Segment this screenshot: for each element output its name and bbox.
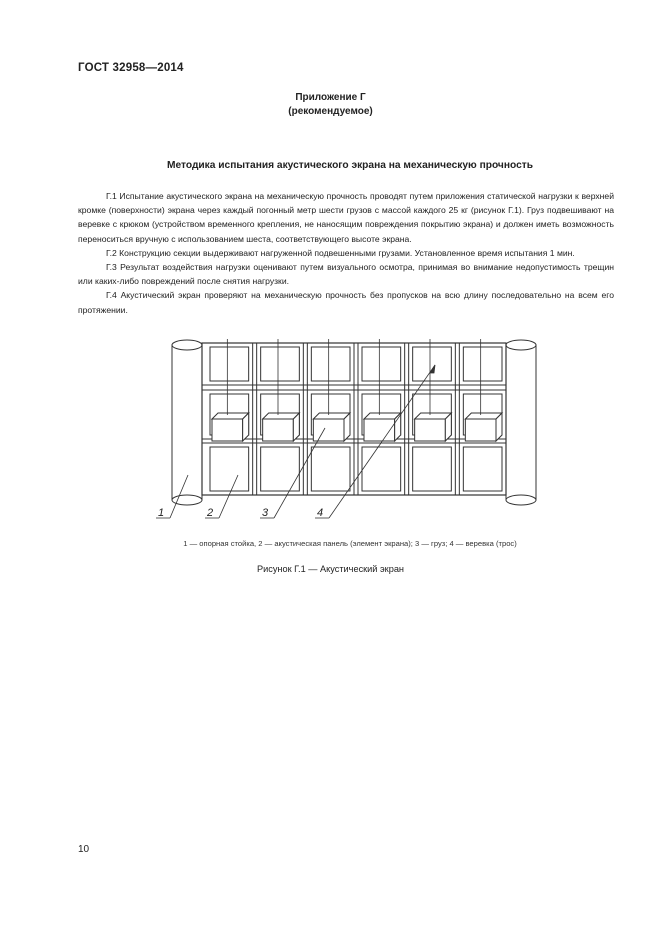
left-support-post [172,340,202,505]
acoustic-screen-drawing [150,335,550,530]
figure-caption: Рисунок Г.1 — Акустический экран [256,564,404,574]
callout-1: 1 [158,507,165,519]
body-text [78,189,614,317]
figure-acoustic-screen [150,335,550,535]
right-support-post [506,340,536,505]
callout-3: 3 [262,507,269,519]
callout-2: 2 [207,507,214,519]
paragraph-g2: Г.2 Конструкцию секции выдерживают нагруженной подвешенными грузами. Установленное время испытания 1 мин. [106,247,575,258]
acoustic-panels [210,343,502,495]
paragraph-g4: Г.4 Акустический экран проверяют на механическую прочность без пропусков на всю длину последовательно на всем его протяжении. [78,290,614,315]
page-number: 10 [78,844,90,855]
paragraph-g3: Г.3 Результат воздействия нагрузки оценивают путем визуального осмотра, принимая во внимание недопустимость трещин или каких-либо повреждений после снятия нагрузки. [78,262,614,287]
appendix-title: Приложение Г [295,92,366,103]
section-title: Методика испытания акустического экрана на механическую прочность [166,160,534,171]
paragraph-g1: Г.1 Испытание акустического экрана на механическую прочность проводят путем приложения статической нагрузки к верхней кромке (поверхности) экрана через каждый погонный метр шести грузов с массой каждого 25 кг (рисунок Г.1). Груз подвешивают на веревке с крюком (устройством временного крепления, не наносящим повреждения покрытию экрана) и должен иметь возможность переноситься вручную с использованием шеста, соответствующего высоте экрана. [78,191,614,244]
appendix-status: (рекомендуемое) [288,106,373,117]
figure-legend: 1 — опорная стойка, 2 — акустическая панель (элемент экрана); 3 — груз; 4 — веревка (трос) [183,539,517,548]
weights [212,413,502,441]
standard-header: ГОСТ 32958—2014 [78,62,184,74]
callout-4: 4 [317,507,324,519]
